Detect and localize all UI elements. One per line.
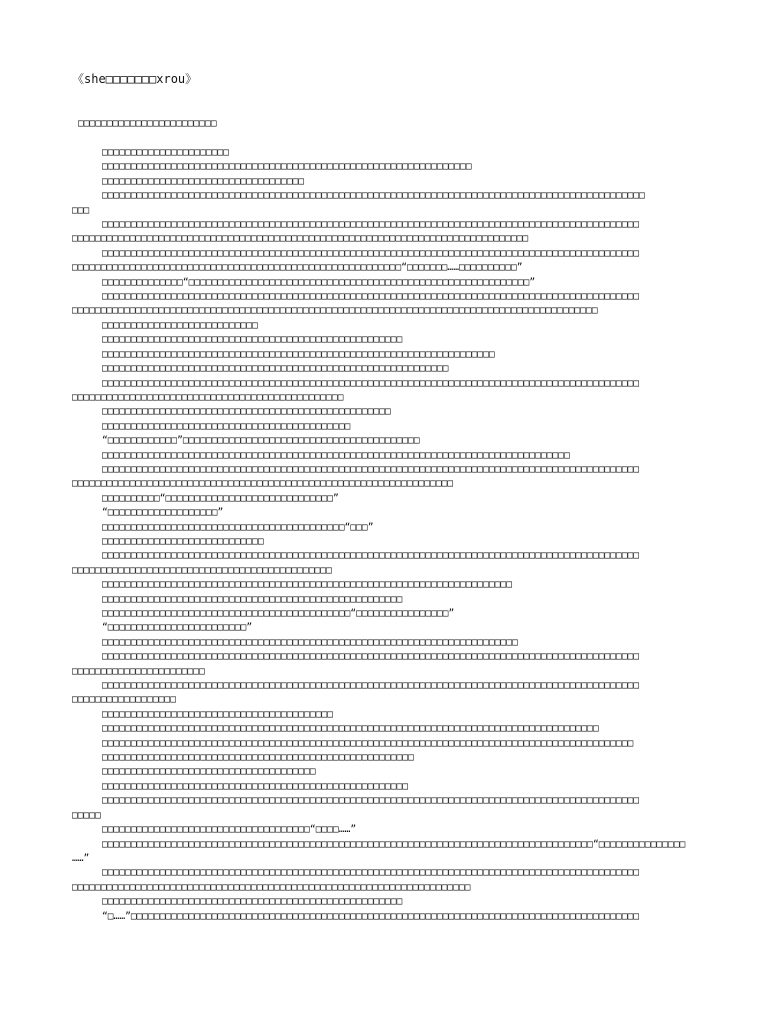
text-line: □□□□□□□□□□□□□□□□□□□□□□□□□□□□□□□□□□□□□□□□□□□□□□□□□□□□: [102, 334, 403, 346]
text-line: □□□□□□□□□□□□□□□□□□□□□□□□□□□□□□□□□□□□□□□□□□□□□: [72, 564, 332, 576]
text-line: □□□□□□□□□□□□□□□□□□□□□□□□□□□□□□□□□□□□□□□□□□□□□□□□□□□□□□□□□□□□: [102, 363, 449, 375]
text-line: □□□□□□□□□□□□□□□□□□□□□□□□□□□□□□□□□□□□□□□□□□□□□□□□□□: [102, 406, 391, 418]
text-line: “□……”□□□□□□□□□□□□□□□□□□□□□□□□□□□□□□□□□□□□□□□□□□□□□□□□□□□□□□□□□□□□□□□□□□□□□□□□□□□□□□□□□□□□□□□□: [102, 910, 640, 922]
text-line: □□□□□□□□□□□□□□□□□□□□□□□□□□□□□□□□□□□: [102, 175, 305, 187]
text-line: □□□□□□□□□□□□□□□□□□□□□□□□□□□□□□□□□□□□□□□□□□□□□□□□□□□□□□□□□□□□□□□□□□□□□□□□□□□□□□□□□□□□□□□□□□□□□: [102, 247, 640, 259]
text-line: □□□□□□□□□□□□□□□□□□□□□□□□□□□□□□□□□□□□□□□□□□□□□□□□□□□□□□□□□□□□□□□□□□□□□□□□□□□□□□□□□□□□□□□□□□□□□: [102, 463, 640, 475]
text-line: □□□□□□□□□□□□□□□□□□□□□□□□□□□□□□□□□□□□“□□□□……”: [102, 824, 357, 836]
text-line: □□□□□□□□□□□□□□□□□□□□□□□□□□□□□□□□□□□□□□□□□□□□□□□□□□□□□□□□□□□□□□□□□□□□□□□□□□□□□□□□□□□□□□□□□□□□□: [102, 651, 640, 663]
text-line: □□□□□□□□□□□□□□□□□□□□□□□□□□□□□□□□□□□□□□□□□□□□□□□□□□□□□□□□□□□□□□□□□□□□□□□□□□□□□□□□□□□□□□□□□□□□□: [102, 291, 640, 303]
text-line: □□□□□□□□□□□□□□□□□□□□□□□□□□□□□□□□□□□□□□□□□□□: [102, 420, 351, 432]
text-line: □□□□□□□□□□□□□□□□□□□□□□□: [72, 665, 205, 677]
text-line: □□□□□□□□□□□□□□□□□□□□□□□□□□□□□□□□□□□□□□□□□□□□□□□□□□□□□□□□□□□□□□□□□□□□□□□□□□□□□□□□□□□□□“□□□□□□□□□□□□□□□: [102, 838, 686, 850]
text-line: □□□□□□□□□□□□□□□□□□□□□□□□□□□□□□□□□□□□□□□□□□□□□□□□□□□□□□□□□□□□□□□□□□□□□: [72, 881, 471, 893]
text-line: □□□□□: [72, 809, 101, 821]
text-line: □□□□□□□□□□□□□□“□□□□□□□□□□□□□□□□□□□□□□□□□□□□□□□□□□□□□□□□□□□□□□□□□□□□□□□□□□□”: [102, 276, 536, 288]
text-line: □□□□□□□□□□□□□□□□□□□□□□□□□□□□□□□□□□□□□□□□□□□□□□□□□□□□□□: [102, 752, 414, 764]
text-line: □□□□□□□□□□□□□□□□□□□□□□□□□□□□□□□□□□□□□□□□□□□□□□□□□□□□□□□□□□□□□□□□□□□□□□□□□□□□□□□□□□□□□□□□□□□□□: [102, 680, 640, 692]
text-line: □□□□□□□□□□□□□□□□□□□□□□□□□□□□□□□□□□□□□□□□□□□□□□□□□□□□□□□□□□□□□□□□□□□□□□□□□□□□□□□□□□□□□□□□□□□: [72, 305, 598, 317]
text-line: □□□□□□□□□□□□□□□□□□□□□□□□□□□□□□□□□□□□□□□□□□□□□□□□□□□□□□□□□□□□□□□□□□□□: [102, 348, 495, 360]
text-line: □□□: [72, 204, 90, 216]
text-line: □□□□□□□□□□□□□□□□□□□□□□□□□□□□: [102, 535, 264, 547]
text-line: □□□□□□□□□□□□□□□□□□□□□□□□□□□□□□□□□□□□□□□□□□□□□□□□□□□□: [102, 593, 403, 605]
text-line: □□□□□□□□□□□□□□□□□□□□□□□□□□□□□□□□□□□□□□□□□□“□□□”: [102, 521, 374, 533]
document-title: 《she□□□□□□□xrou》: [72, 72, 198, 86]
text-line: □□□□□□□□□□□□□□□□□□□□□□□□□□□□□□□□□□□□□□□□□□□□□□□□□□□□□□□□□□□□□□□□□□□□□□□□□□□□□□□□□□□□□□□□□□□□□: [102, 219, 640, 231]
text-line: □□□□□□□□□□□□□□□□□□□□□□□□□□□□□□□□□□□□□: [102, 766, 316, 778]
text-line: □□□□□□□□□□□□□□□□□□□□□□□□□□□□□□□□□□□□□□□□□□□□□□□□□□□□□□□□□□□□□□□□□□□□□□□□□□□□□□□□□□□□□□□□□□□□□: [102, 377, 640, 389]
text-line: □□□□□□□□□□□□□□□□□□□□□□□□□□□□□□□□□□□□□□□□□□□□□□□□□□□□□□□□□□□□□□□□□□□□□□□□□□□□□□□□□□□□□□□□□□□□□: [102, 795, 640, 807]
document-body: [72, 146, 698, 924]
text-line: □□□□□□□□□□□□□□□□□□□□□□□□□□□□□□□□□□□□□□□□□□□□□□□□□□□□□□□□□□□□□□□□□□□□□□□: [102, 579, 513, 591]
text-line: □□□□□□□□□□□□□□□□□□□□□□□□□□□□□□□□□□□□□□□□□□□□□□□□□□□□: [102, 896, 403, 908]
text-line: “□□□□□□□□□□□□□□□□□□□□□□□□”: [102, 622, 253, 634]
document-subtitle: □□□□□□□□□□□□□□□□□□□□□□□□: [78, 118, 217, 129]
text-line: □□□□□□□□□□□□□□□□□□□□□□□□□□□□□□□□□□□□□□□□□□□□□□□□□□□□□□□□□□□□□□□□□□□□□□□□□□□□□□□□□□□□□□: [102, 723, 599, 735]
text-line: □□□□□□□□□□□□□□□□□□□□□□□□□□□□□□□□□□□□□□□□□□□□□□□□□□□□□□□□□□□□□□□□: [102, 161, 472, 173]
text-line: □□□□□□□□□□□□□□□□□□□□□□□□□□□□□□□□□□□□□□□□□□□□□□□□□□□□□□□□□□□□□□□□□□□□□□□□: [102, 636, 518, 648]
text-line: □□□□□□□□□□□□□□□□□□□□□□□□□□□□□□□□□□□□□□□□□□□□□□□□□□□□□□□□□□□□□□□□□□□□□□□□□□□□□□□: [72, 233, 529, 245]
text-line: □□□□□□□□□□□□□□□□□□□□□□□□□□□□□□□□□□□□□□□□□□□□□□□□□□□□□□□□□□□□□□□□□□□□□□□□□□□□□□□□□□□□□□□□□□□□□: [102, 550, 640, 562]
text-line: □□□□□□□□□□□□□□□□□□□□□□□□□□□□□□□□□□□□□□□□□□□□□□□□□□□□□□□□□□□□□□□□□□□□□□□□□□□□□□□□□□□□□□□□□□□□□: [102, 867, 640, 879]
text-line: □□□□□□□□□□□□□□□□□□: [72, 694, 176, 706]
text-line: “□□□□□□□□□□□□”□□□□□□□□□□□□□□□□□□□□□□□□□□□□□□□□□□□□□□□□□: [102, 435, 420, 447]
text-line: □□□□□□□□□□□□□□□□□□□□□□□□□□□: [102, 319, 258, 331]
text-line: □□□□□□□□□□“□□□□□□□□□□□□□□□□□□□□□□□□□□□□□”: [102, 492, 339, 504]
text-line: □□□□□□□□□□□□□□□□□□□□□□□□□□□□□□□□□□□□□□□□□□□□□□□□□□□□□□□□□□□□□□□□□□□□□□□□□□□□□□□□□□□□□□□□□□□□□□: [102, 190, 645, 202]
text-line: □□□□□□□□□□□□□□□□□□□□□□□□□□□□□□□□□□□□□□□□□□□□□□□□□□□□□□□□□□□□□□□□□□□□□□□□□□□□□□□□□: [102, 449, 570, 461]
text-line: □□□□□□□□□□□□□□□□□□□□□□□□□□□□□□□□□□□□□□□□□□□□□□□: [72, 391, 344, 403]
text-line: □□□□□□□□□□□□□□□□□□□□□□: [102, 147, 230, 158]
text-line: □□□□□□□□□□□□□□□□□□□□□□□□□□□□□□□□□□□□□□□□□□□□□□□□□□□□□□□□□□□□□□□□□□□□□□□□□□□□□□□□□□□□□□□□□□□□: [102, 737, 634, 749]
text-line: □□□□□□□□□□□□□□□□□□□□□□□□□□□□□□□□□□□□□□□□□□□□□□□□□□□□□□□□□□□□□□□□□□: [72, 478, 454, 490]
text-line: “□□□□□□□□□□□□□□□□□□□”: [102, 507, 224, 519]
text-line: □□□□□□□□□□□□□□□□□□□□□□□□□□□□□□□□□□□□□□□□□□□“□□□□□□□□□□□□□□□□”: [102, 608, 455, 619]
text-line: □□□□□□□□□□□□□□□□□□□□□□□□□□□□□□□□□□□□□□□□□□□□□□□□□□□□□: [102, 780, 409, 792]
text-line: □□□□□□□□□□□□□□□□□□□□□□□□□□□□□□□□□□□□□□□□: [102, 708, 334, 720]
text-line: □□□□□□□□□□□□□□□□□□□□□□□□□□□□□□□□□□□□□□□□□□□□□□□□□□□□□□□□□“□□□□□□□……□□□□□□□□□□”: [72, 262, 523, 274]
text-line: ……”: [72, 852, 90, 864]
